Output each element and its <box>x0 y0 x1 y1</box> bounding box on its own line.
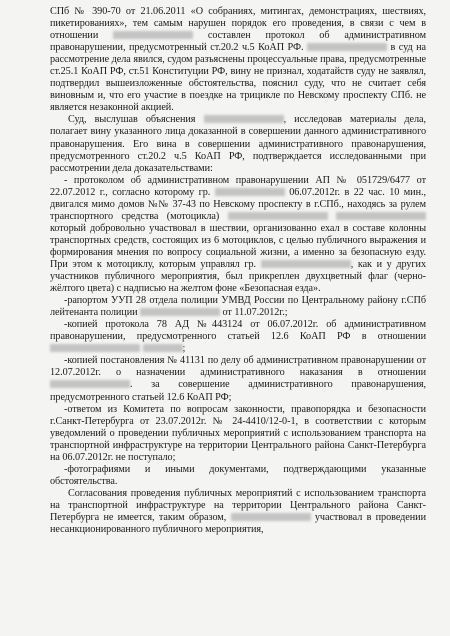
text-run: участвовал в проведении несанкционированного публичного мероприятия, <box>50 511 426 536</box>
text-run: - протоколом об административном правонарушении АП № 051729/6477 от 22.07.2012 г., согласно которому гр. <box>50 174 426 198</box>
text-run: составлен протокол об административном правонарушении, предусмотренный ст.20.2 ч.5 КоАП РФ. <box>50 30 426 54</box>
text-run: -ответом из Комитета по вопросам законности, правопорядка и безопасности г.Санкт-Петербурга от 23.07.2012г. № 24-4410/12-0-1, в соответствии с которым уведомлений о проведении публичных мероприятий с использованием транспорта на транспортной инфраструктуре на территории Центрального района Санкт-Петербурга на 06.07.2012г. не поступало; <box>50 403 426 463</box>
text-run: Согласования проведения публичных мероприятий с использованием транспорта на транспортной инфраструктуре на территории Центрального района Санкт-Петербурга не имеется, таким образом, <box>50 487 426 523</box>
paragraph-p3 <box>50 175 426 295</box>
redacted-name <box>307 43 387 51</box>
text-run: 06.07.2012г. в 22 час. 10 мин., двигался мимо домов №№ 37-43 по Невскому проспекту в г.СПб., находясь за рулем транспортного средства (мотоцикла) <box>50 186 426 222</box>
text-run: от 11.07.2012г.; <box>220 307 288 319</box>
redacted-name <box>140 308 220 316</box>
paragraph-p8 <box>50 464 426 488</box>
paragraph-p4 <box>50 295 426 319</box>
redacted-name <box>215 188 285 196</box>
redacted-name <box>231 513 311 521</box>
paragraph-p5 <box>50 319 426 355</box>
text-run: в суд на рассмотрение дела явился, судом разъяснены процессуальные права, предусмотренные ст.25.1 КоАП РФ, ст.51 Конституции РФ, вину не признал, ходатайств суду не заявлял, подтвердил вышеизложенные обстоятельства, пояснил суду, что не считает себя виновным и, что его участие в поездке на трицикле по Невскому проспекту СПб. не является незаконной акцией. <box>50 42 427 114</box>
text-run: который добровольно участвовал в шествии, организованно ехал в составе колонны транспортных средств, состоящих из 6 мотоциклов, с целью публичного выражения и формирования мнения по вопросу социальной жизни, а именно за безопасную езду. При этом к мотоциклу, которым управлял гр. <box>50 222 426 270</box>
text-run: ; <box>182 343 186 355</box>
paragraph-p7 <box>50 404 426 464</box>
redacted-name <box>50 380 130 388</box>
text-run: -рапортом УУП 28 отдела полиции УМВД России по Центральному району г.СПб лейтенанта полиции <box>50 295 426 319</box>
paragraph-p1 <box>50 6 426 114</box>
paragraph-p2 <box>50 114 426 174</box>
paragraph-p9 <box>50 488 426 536</box>
redacted-name <box>50 344 140 352</box>
text-run: . за совершение административного правонарушения, предусмотренного статьей 12.6 КоАП РФ; <box>50 379 426 403</box>
text-run: , исследовав материалы дела, полагает вину указанного лица доказанной в совершении данного административного правонарушения. Его вина в совершении административного правонарушения, предусмотренного ст.20.2 ч.5 КоАП РФ, подтверждается исследованными при рассмотрении дела доказательствами: <box>50 114 426 174</box>
text-run: -копией протокола 78 АД №443124 от 06.07.2012г. об административном правонарушении, предусмотренного статьей 12.6 КоАП РФ в отношении <box>50 319 426 343</box>
text-run <box>328 211 336 222</box>
paragraph-p6 <box>50 355 426 403</box>
redacted-name <box>261 260 351 268</box>
text-run: СПб № 390-70 от 21.06.2011 «О собраниях, митингах, демонстрациях, шествиях, пикетированиях», тем самым нарушен порядок его проведения, в связи с чем в отношении <box>50 6 426 42</box>
redacted-name <box>204 115 284 123</box>
text-run: -фотографиями и иными документами, подтверждающими указанные обстоятельства. <box>50 463 426 487</box>
redacted-name <box>336 212 426 220</box>
text-run: Суд, выслушав объяснения <box>68 114 204 126</box>
redacted-name <box>228 212 328 220</box>
text-run: -копией постановления № 41131 по делу об административном правонарушении от 12.07.2012г. о назначении административного наказания в отношении <box>50 355 426 379</box>
redacted-name <box>113 31 193 39</box>
redacted-name <box>143 344 183 352</box>
text-run: , как и у других участников публичного мероприятия, был прикреплен двухцветный флаг (черно-жёлтого цвета) с надписью на желтом фоне «Безопасная езда». <box>50 258 426 295</box>
